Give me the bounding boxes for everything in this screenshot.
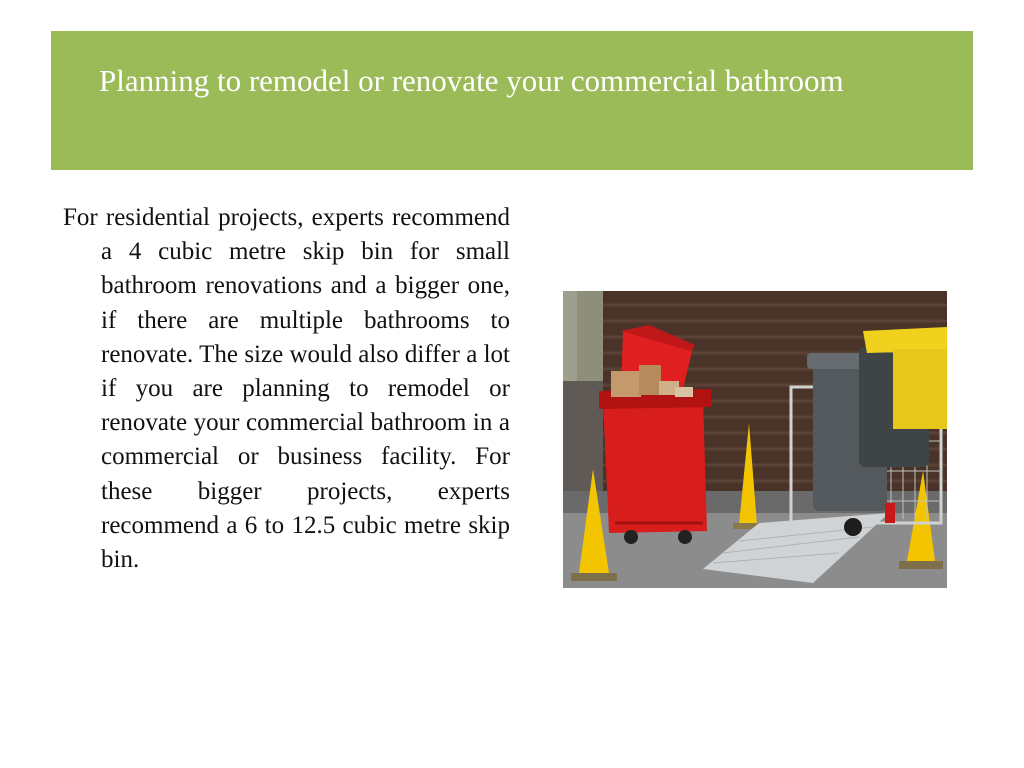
slide-title: Planning to remodel or renovate your commercial bathroom (99, 63, 844, 98)
skip-bin-photo (563, 291, 947, 588)
title-bar (51, 31, 973, 170)
body-paragraph: For residential projects, experts recommend a 4 cubic metre skip bin for small bathroom renovations and a bigger one, if there are multiple bathrooms to renovate. The size would also differ a lot if you are planning to remodel or renovate your commercial bathroom in a commercial or business facility. For these bigger projects, experts recommend a 6 to 12.5 cubic metre skip bin. (63, 204, 510, 574)
